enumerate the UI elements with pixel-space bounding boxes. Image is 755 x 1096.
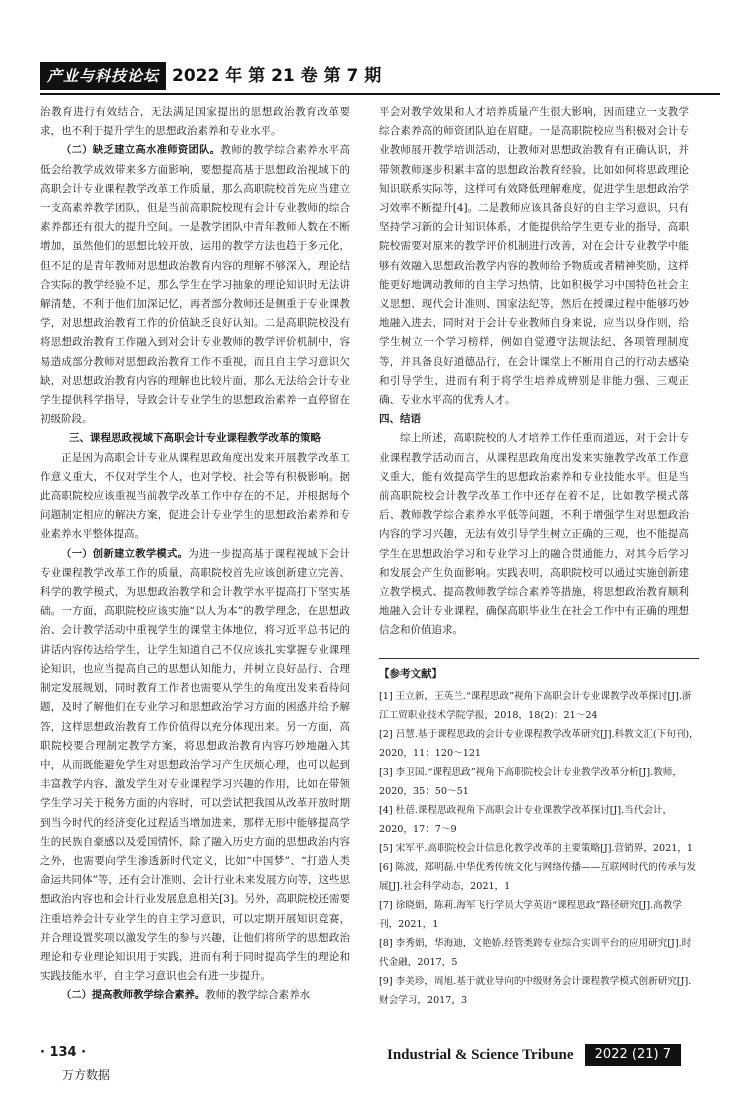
references: [379, 658, 699, 1010]
reference-item: [7] 徐晓娟，陈莉.海军飞行学员大学英语“课程思政”路径研究[J].高教学刊，2021，1: [379, 900, 682, 930]
paragraph-text: 平会对教学效果和人才培养质量产生很大影响，因而建立一支教学综合素养高的师资团队迫在眉睫。一是高职院校应当积极对会计专业教师展开教学培训活动，让教师对思想政治教育有正确认识，并带领教师逐步积累丰富的思想政治教育经验，比如如何将思政理论知识联系实际等，这样可有效降低理解难度，促进学生思想政治学习效率不断提升[4]。二是教师应该具备良好的自主学习意识，只有坚持学习新的会计知识体系，才能提供给学生更专业的指导，高职院校需要对原来的教学评价机制进行改善，对在会计专业教学中能够有效融入思想政治教学内容的教师给予物质或者精神奖励，这样能更好地调动教师的自主学习热情，比如积极学习中国特色社会主义思想、现代会计准则、国家法纪等，然后在授课过程中能够巧妙地融入进去，同时对于会计专业教师自身来说，应当以身作则，给学生树立一个学习榜样，例如自觉遵守法规法纪、各项管理制度等，并具备良好道德品行，在会计课堂上不断用自己的行动去感染和引导学生，进而有利于将学生培养成辨别是非能力强、三观正确、专业水平高的优秀人才。: [379, 106, 689, 407]
paragraph-text: 综上所述，高职院校的人才培养工作任重而道远，对于会计专业课程教学活动而言，从课程思政角度出发来实施教学改革工作意义重大，能有效提高学生的思想政治素养和专业技能水平。但是当前高职院校会计教学改革工作中还存在着不足，比如教学模式落后、教师教学综合素养水平低等问题，不利于增强学生对思想政治内容的学习兴趣，无法有效引导学生树立正确的三观，也不能提高学生在思想政治学习和专业学习上的融合贯通能力，对其今后学习和发展会产生负面影响。实践表明，高职院校可以通过实施创新建立教学模式、提高教师教学综合素养等措施，将思想政治教育顺利地融入会计专业课程，确保高职毕业生在社会工作中有正确的理想信念和价值追求。: [379, 432, 689, 637]
journal-english-name: Industrial & Science Tribune: [387, 1046, 574, 1063]
paragraph: [40, 986, 350, 1005]
section-heading: 三、课程思政视域下高职会计专业课程教学改革的策略: [69, 432, 321, 445]
references-list: [379, 687, 699, 1010]
left-column: [40, 103, 350, 1006]
paragraph-text: 教师的教学综合素养水平高低会给教学成效带来多方面影响，要想提高基于思想政治视域下的高职会计专业课程教学改革工作质量，那么高职院校首先应当建立一支高素养教学团队，但是当前高职院校现有会计专业教师的综合素养都还有很大的提升空间。一是教学团队中青年教师人数在不断增加，虽然他们的思想比较开放，运用的教学方法也趋于多元化，但不足的是青年教师对思想政治教育内容的理解不够深入，理论结合实际的教学经验不足，那么学生在学习抽象的理论知识时无法讲解清楚，不利于他们加深记忆，再者部分教师还是侧重于专业课教学，对思想政治教育工作的价值缺乏良好认知。二是高职院校没有将思想政治教育工作融入到对会计专业教师的教学评价机制中，容易造成部分教师对思想政治教育工作不重视，而且自主学习意识欠缺，对思想政治教育内容的理解也比较片面，那么无法给会计专业学生提供科学指导，导致会计专业学生的思想政治素养一直停留在初级阶段。: [40, 144, 351, 426]
footer-journal: [387, 1043, 681, 1065]
subsection-lead: （一）创新建立教学模式。: [61, 547, 189, 560]
paragraph: [379, 429, 689, 640]
reference-item: [4] 杜蓓.课程思政视角下高职会计专业课教学改革探讨[J].当代会计，2020，17：7～9: [379, 805, 673, 835]
header-rule: [40, 93, 720, 95]
database-watermark: 万方数据: [62, 1068, 111, 1082]
reference-item: [2] 吕慧.基于课程思政的会计专业课程教学改革研究[J].科教文汇(下旬刊)，2020，11：120～121: [379, 729, 699, 759]
paragraph-text: 治教育进行有效结合，无法满足国家提出的思想政治教育改革要求，也不利于提升学生的思想政治素养和专业水平。: [40, 106, 350, 138]
reference-item: [8] 李秀娟，华海迪，文艳娇.经管类跨专业综合实训平台的应用研究[J].时代金融，2017，5: [379, 938, 692, 968]
subsection-lead: （二）缺乏建立高水准师资团队。: [61, 144, 221, 157]
journal-brand: 产业与科技论坛: [40, 62, 166, 90]
journal-header: [40, 62, 720, 90]
references-rule: [379, 658, 699, 659]
paragraph: [40, 545, 350, 987]
paragraph: [40, 141, 350, 429]
page-number: · 134 ·: [40, 1045, 87, 1060]
subsection-lead: （二）提高教师教学综合素养。: [61, 989, 206, 1002]
paragraph-text: 教师的教学综合素养水: [205, 989, 311, 1002]
reference-item: [9] 李美珍，周旭.基于就业导向的中级财务会计课程教学模式创新研究[J].财会学习，2017，3: [379, 976, 692, 1006]
issue-box: 2022 (21) 7: [585, 1044, 681, 1066]
reference-item: [5] 宋军平.高职院校会计信息化教学改革的主要策略[J].营销界，2021，1: [379, 843, 694, 854]
issue-info: 2022 年 第 21 卷 第 7 期: [172, 66, 382, 86]
paragraph: [40, 449, 350, 545]
right-column: [379, 103, 689, 641]
paragraph: [379, 103, 689, 410]
section-heading: 四、结语: [379, 413, 421, 426]
paragraph-text: 为进一步提高基于课程视域下会计专业课程教学改革工作的质量，高职院校首先应该创新建立完善、科学的教学模式，为思想政治教学和会计教学水平提高打下坚实基础。一方面，高职院校应该实施“以人为本”的教学理念，在思想政治、会计教学活动中重视学生的课堂主体地位，将习近平总书记的讲话内容传达给学生，让学生知道自己不仅应该扎实掌握专业课理论知识，也应当提高自己的思想认知能力，并树立良好品行、合理制定发展规划，同时教育工作者也需要从学生的角度出发来看待问题，及时了解他们在专业学习和思想政治学习方面的困惑并给予解答，这样思想政治教育工作价值得以充分体现出来。另一方面，高职院校要合理制定教学方案，将思想政治教育内容巧妙地融入其中，从而既能避免学生对思想政治学习产生厌烦心理，也可以起到丰富教学内容、激发学生对专业课程学习兴趣的作用，比如在带领学生学习关于税务方面的内容时，可以尝试把我国从改革开放时期到当今时代的经济变化过程适当增加进来，那样无形中能够提高学生的民族自豪感以及爱国情怀，除了融入历史方面的思想政治内容之外，也需要向学生渗透新时代定义，比如“中国梦”、“打造人类命运共同体”等，还有会计准则、会计行业未来发展方向等，这些思想政治内容也和会计行业发展息息相关[3]。另外，高职院校还需要注重培养会计专业学生的自主学习意识，可以定期开展知识竞赛，并合理设置奖项以激发学生的参与兴趣，让他们将所学的思想政治理论和专业理论知识用于实践，进而有利于同时提高学生的理论和实践技能水平，自主学习意识也会有进一步提升。: [40, 547, 351, 983]
reference-item: [1] 王立新，王英兰.“课程思政”视角下高职会计专业课教学改革探讨[J].浙江工贸职业技术学院学报，2018，18(2)：21～24: [379, 691, 692, 721]
reference-item: [6] 陈波，郑明磊.中华优秀传统文化与网络传播——互联网时代的传承与发展[J].社会科学动态，2021，1: [379, 862, 697, 892]
paragraph-text: 正是因为高职会计专业从课程思政角度出发来开展教学改革工作意义重大，不仅对学生个人，也对学校、社会等有积极影响。据此高职院校应该重视当前教学改革工作中存在的不足，并根据每个问题制定相应的解决方案，促进会计专业学生的思想政治素养和专业素养水平整体提高。: [40, 451, 350, 541]
reference-item: [3] 李卫国.“课程思政”视角下高职院校会计专业教学改革分析[J].教师，2020，35：50～51: [379, 767, 682, 797]
references-title: 【参考文献】: [379, 668, 442, 680]
paragraph: [40, 103, 350, 141]
